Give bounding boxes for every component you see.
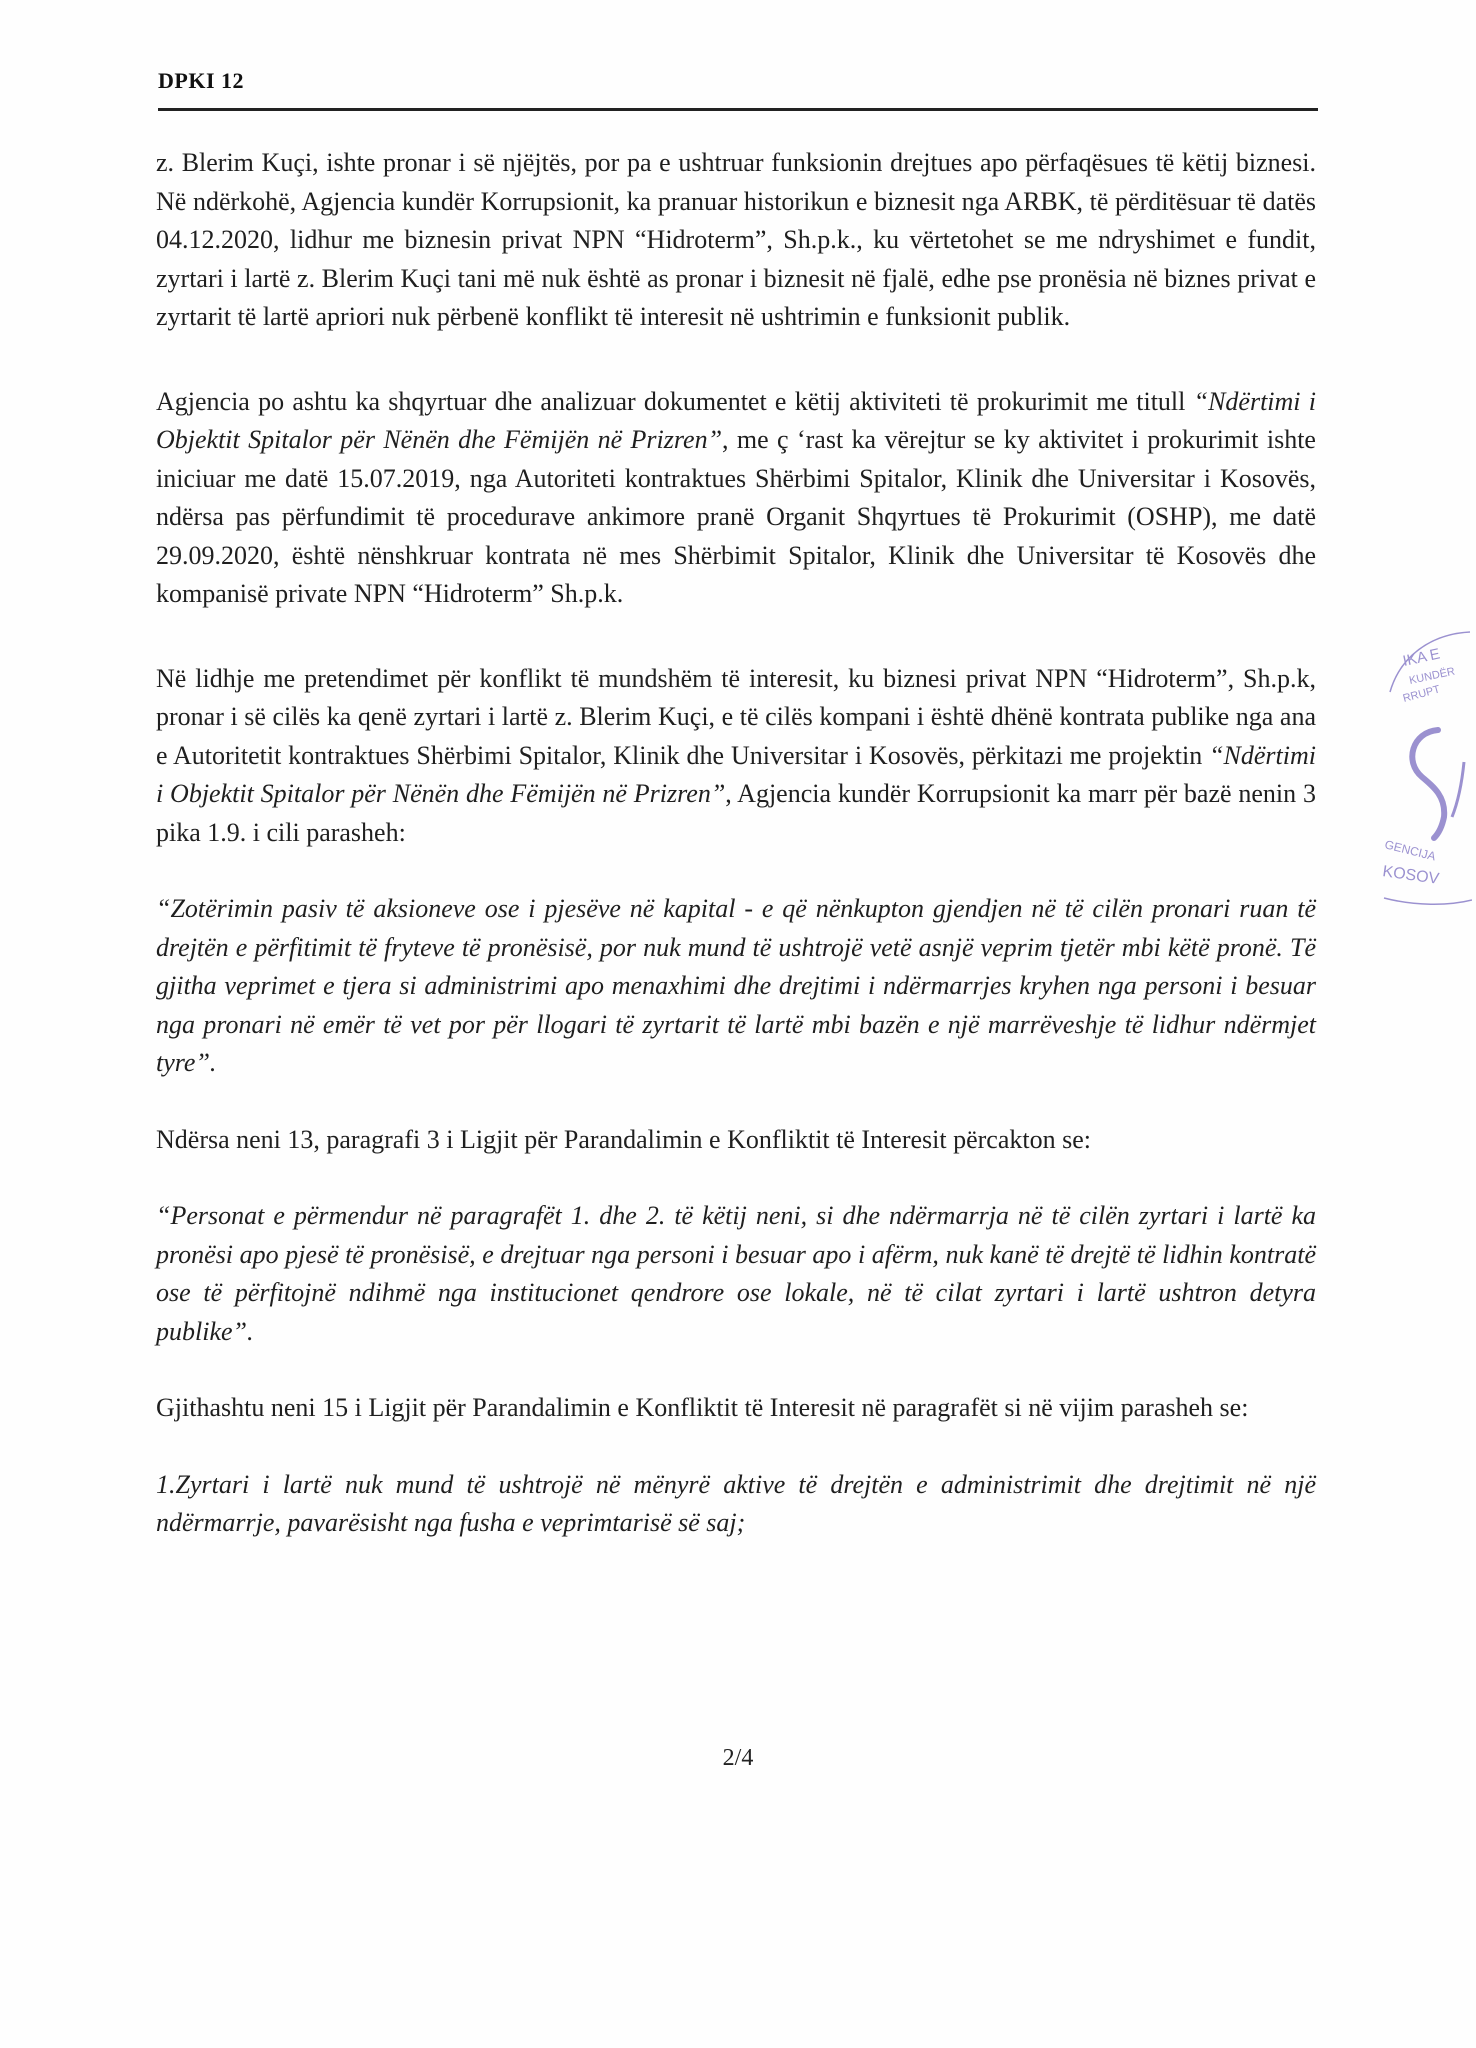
stamp-text-line4: GENCIJA — [1383, 837, 1438, 864]
paragraph-spacer — [156, 1428, 1316, 1466]
legal-quote-3: 1.Zyrtari i lartë nuk mund të ushtrojë në mënyrë aktive të drejtën e administrimit dhe drejtimit në një ndërmarrje, pavarësisht nga fusha e veprimtarisë së saj; — [156, 1469, 1316, 1537]
header-rule — [158, 108, 1318, 111]
stamp-graphic — [1360, 612, 1472, 912]
stamp-text-line2: KUNDËR — [1408, 665, 1457, 687]
paragraph-2-rest: , me ç ‘rast ka vërejtur se ky aktivitet i prokurimit ishte iniciuar me datë 15.07.2019, nga Autoriteti kontraktues Shërbimi Spitalor, Klinik dhe Universitar i Kosovës, ndërsa pas përfundimit të procedurave ankimore pranë Organit Shqyrtues të Prokurimit (OSHP), me datë 29.09.2020, është nënshkruar kontrata në mes Shërbimit Spitalor, Klinik dhe Universitar të Kosovës dhe kompanisë private NPN “Hidroterm” Sh.p.k. — [156, 425, 1316, 608]
paragraph-spacer — [156, 1351, 1316, 1389]
paragraph-spacer — [156, 1083, 1316, 1121]
legal-quote-1: “Zotërimin pasiv të aksioneve ose i pjesëve në kapital - e që nënkupton gjendjen në të cilën pronari ruan të drejtën e përfitimit të fryteve të pronësisë, por nuk mund të ushtrojë vetë asnjë veprim tjetër mbi këtë pronë. Të gjitha veprimet e tjera si administrimi apo menaxhimi dhe drejtimi i ndërmarrjes kryhen nga personi i besuar nga pronari në emër të vet por për llogari të zyrtarit të lartë mbi bazën e një marrëveshje të lidhur ndërmjet tyre”. — [156, 894, 1316, 1077]
paragraph-2 — [156, 383, 1316, 614]
agency-stamp — [1360, 612, 1472, 912]
stamp-text-line3: RRUPT — [1401, 683, 1442, 705]
legal-quote-2: “Personat e përmendur në paragrafët 1. dhe 2. të këtij neni, si dhe ndërmarrja në të cilën zyrtari i lartë ka pronësi apo pjesë të pronësisë, e drejtuar nga personi i besuar apo i afërm, nuk kanë të drejtë të lidhin kontratë ose të përfitojnë ndihmë nga institucionet qendrore ose lokale, në të cilat zyrtari i lartë ushtron detyra publike”. — [156, 1201, 1316, 1346]
stamp-text-line5: KOSOV — [1381, 863, 1441, 888]
paragraph-2-intro: Agjencia po ashtu ka shqyrtuar dhe analizuar dokumentet e këtij aktiviteti të prokurimit me titull — [156, 386, 1194, 416]
paragraph-spacer — [156, 337, 1316, 383]
paragraph-1: z. Blerim Kuçi, ishte pronar i së njëjtës, por pa e ushtruar funksionin drejtues apo përfaqësues të këtij biznesi. Në ndërkohë, Agjencia kundër Korrupsionit, ka pranuar historikun e biznesit nga ARBK, të përditësuar të datës 04.12.2020, lidhur me biznesin privat NPN “Hidroterm”, Sh.p.k., ku vërtetohet se me ndryshimet e fundit, zyrtari i lartë z. Blerim Kuçi tani më nuk është as pronar i biznesit në fjalë, edhe pse pronësia në biznes privat e zyrtarit të lartë apriori nuk përbenë konflikt të interesit në ushtrimin e funksionit publik. — [156, 148, 1316, 331]
paragraph-5: Gjithashtu neni 15 i Ligjit për Parandalimin e Konfliktit të Interesit në paragrafët si në vijim parasheh se: — [156, 1393, 1249, 1422]
paragraph-spacer — [156, 614, 1316, 660]
document-code: DPKI 12 — [158, 68, 244, 93]
paragraph-4: Ndërsa neni 13, paragrafi 3 i Ligjit për Parandalimin e Konfliktit të Interesit përcakton se: — [156, 1124, 1091, 1154]
paragraph-3-intro: Në lidhje me pretendimet për konflikt të mundshëm të interesit, ku biznesi privat NPN “Hidroterm”, Sh.p.k, pronar i së cilës ka qenë zyrtari i lartë z. Blerim Kuçi, e të cilës kompani i është dhënë kontrata publike nga ana e Autoritetit kontraktues Shërbimi Spitalor, Klinik dhe Universitar i Kosovës, përkitazi me projektin — [156, 663, 1316, 770]
project-title: “Ndërtimi i Objektit Spitalor për Nënën dhe Fëmijën në Prizren” — [156, 740, 1316, 808]
page-number: 2/4 — [722, 1745, 754, 1771]
document-body — [156, 144, 1316, 1543]
paragraph-spacer — [156, 852, 1316, 890]
stamp-text-line1: IKA E — [1401, 645, 1442, 670]
paragraph-spacer — [156, 1159, 1316, 1197]
project-title: “Ndërtimi i Objektit Spitalor për Nënën dhe Fëmijën në Prizren” — [156, 386, 1316, 454]
paragraph-3-rest: , Agjencia kundër Korrupsionit ka marr për bazë nenin 3 pika 1.9. i cili parasheh: — [156, 779, 1316, 847]
paragraph-3 — [156, 660, 1316, 853]
page-header — [158, 68, 1318, 94]
